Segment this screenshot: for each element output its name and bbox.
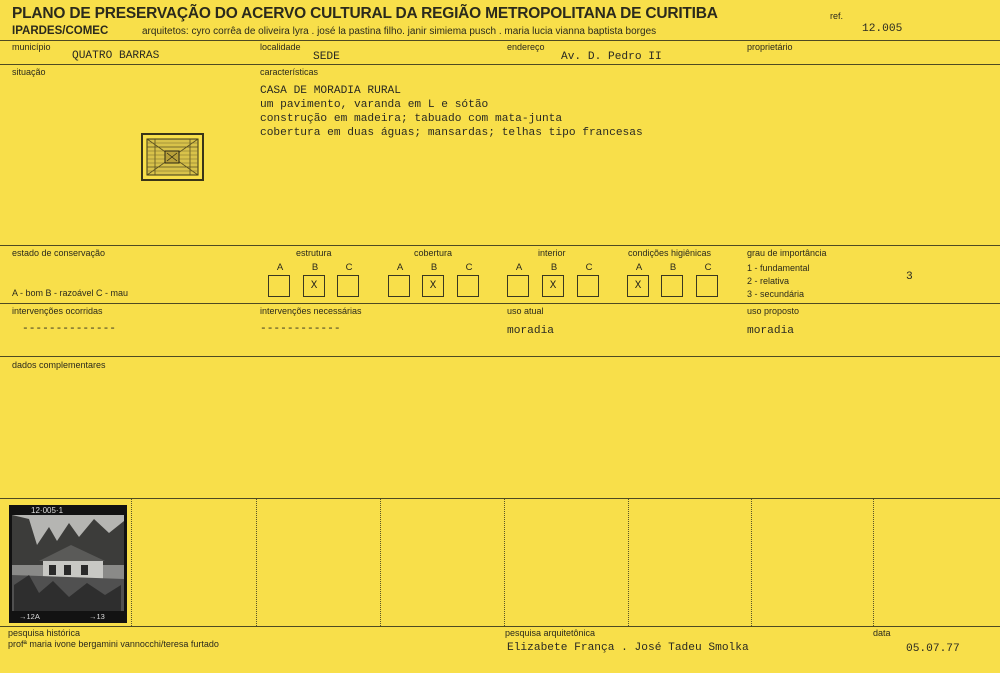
- divider: [0, 356, 1000, 357]
- uso-proposto-value: moradia: [747, 325, 794, 337]
- caracteristicas-label: características: [260, 67, 319, 77]
- cobertura-label: cobertura: [414, 248, 453, 258]
- pesquisa-historica-label: pesquisa histórica: [8, 628, 81, 638]
- interior-box-c[interactable]: [577, 275, 599, 297]
- importancia-option: 3 - secundária: [747, 289, 805, 299]
- estrutura-box-b[interactable]: X: [303, 275, 325, 297]
- situacao-label: situação: [12, 67, 46, 77]
- building-photo-image: [9, 505, 127, 623]
- caracteristicas-line: construção em madeira; tabuado com mata-junta: [260, 113, 563, 125]
- endereco-value: Av. D. Pedro II: [561, 51, 662, 63]
- option-letter-a: A: [276, 262, 284, 273]
- interior-box-b[interactable]: X: [542, 275, 564, 297]
- divider: [0, 40, 1000, 41]
- option-letter-a: A: [396, 262, 404, 273]
- option-letter-a: A: [635, 262, 643, 273]
- cobertura-box-a[interactable]: [388, 275, 410, 297]
- option-letter-c: C: [704, 262, 712, 273]
- card-subtitle: IPARDES/COMEC: [12, 25, 109, 37]
- photo-slot-divider: [628, 499, 629, 626]
- ref-label: ref.: [830, 11, 844, 21]
- data-value: 05.07.77: [906, 643, 960, 655]
- pesquisa-arquitetonica-label: pesquisa arquitetônica: [505, 628, 596, 638]
- intervencoes-ocorridas-value: --------------: [22, 323, 116, 335]
- dados-complementares-label: dados complementares: [12, 360, 106, 370]
- conservacao-label: estado de conservação: [12, 248, 106, 258]
- divider: [0, 245, 1000, 246]
- site-plan-sketch: [141, 133, 204, 181]
- caracteristicas-line: CASA DE MORADIA RURAL: [260, 85, 401, 97]
- divider: [0, 626, 1000, 627]
- endereco-label: endereço: [507, 42, 545, 52]
- option-letter-c: C: [345, 262, 353, 273]
- building-photo[interactable]: [9, 505, 127, 623]
- importancia-option: 1 - fundamental: [747, 263, 810, 273]
- interior-box-a[interactable]: [507, 275, 529, 297]
- interior-label: interior: [538, 248, 566, 258]
- condicoes-box-a[interactable]: X: [627, 275, 649, 297]
- option-letter-b: B: [669, 262, 677, 273]
- option-letter-b: B: [311, 262, 319, 273]
- importancia-value: 3: [906, 271, 913, 283]
- caracteristicas-line: cobertura em duas águas; mansardas; telhas tipo francesas: [260, 127, 643, 139]
- uso-proposto-label: uso proposto: [747, 306, 800, 316]
- photo-slot-divider: [256, 499, 257, 626]
- caracteristicas-text: [260, 84, 643, 140]
- photo-slot-divider: [504, 499, 505, 626]
- pesquisa-historica-value: profª maria ivone bergamini vannocchi/teresa furtado: [8, 639, 219, 649]
- uso-atual-value: moradia: [507, 325, 554, 337]
- architects-credit: arquitetos: cyro corrêa de oliveira lyra . josé la pastina filho. janir simiema pusch . maria lucia vianna baptista borges: [142, 26, 657, 37]
- frame-marker-left: →12A: [19, 612, 40, 621]
- municipio-label: município: [12, 42, 51, 52]
- option-letter-a: A: [515, 262, 523, 273]
- option-letter-b: B: [430, 262, 438, 273]
- frame-marker-right: →13: [89, 612, 105, 621]
- proprietario-label: proprietário: [747, 42, 793, 52]
- negative-code: 12·005·1: [31, 506, 64, 515]
- caracteristicas-line: um pavimento, varanda em L e sótão: [260, 99, 489, 111]
- intervencoes-necessarias-value: ------------: [260, 323, 341, 335]
- photo-slot-divider: [380, 499, 381, 626]
- data-label: data: [873, 628, 891, 638]
- cobertura-box-c[interactable]: [457, 275, 479, 297]
- condicoes-box-c[interactable]: [696, 275, 718, 297]
- divider: [0, 303, 1000, 304]
- option-letter-c: C: [465, 262, 473, 273]
- conservacao-legend: A - bom B - razoável C - mau: [12, 288, 129, 298]
- condicoes-box-b[interactable]: [661, 275, 683, 297]
- card-title: PLANO DE PRESERVAÇÃO DO ACERVO CULTURAL DA REGIÃO METROPOLITANA DE CURITIBA: [12, 5, 718, 22]
- photo-slot-divider: [751, 499, 752, 626]
- ref-value: 12.005: [862, 23, 903, 35]
- estrutura-box-a[interactable]: [268, 275, 290, 297]
- cobertura-box-b[interactable]: X: [422, 275, 444, 297]
- photo-slot-divider: [873, 499, 874, 626]
- divider: [0, 498, 1000, 499]
- localidade-value: SEDE: [313, 51, 340, 63]
- localidade-label: localidade: [260, 42, 301, 52]
- divider: [0, 64, 1000, 65]
- uso-atual-label: uso atual: [507, 306, 544, 316]
- importancia-option: 2 - relativa: [747, 276, 790, 286]
- condicoes-higienicas-label: condições higiênicas: [628, 248, 712, 258]
- option-letter-c: C: [585, 262, 593, 273]
- estrutura-box-c[interactable]: [337, 275, 359, 297]
- pesquisa-arquitetonica-value: Elizabete França . José Tadeu Smolka: [507, 642, 749, 654]
- importancia-label: grau de importância: [747, 248, 827, 258]
- municipio-value: QUATRO BARRAS: [72, 50, 160, 62]
- photo-slot-divider: [131, 499, 132, 626]
- option-letter-b: B: [550, 262, 558, 273]
- intervencoes-ocorridas-label: intervenções ocorridas: [12, 306, 103, 316]
- estrutura-label: estrutura: [296, 248, 332, 258]
- intervencoes-necessarias-label: intervenções necessárias: [260, 306, 362, 316]
